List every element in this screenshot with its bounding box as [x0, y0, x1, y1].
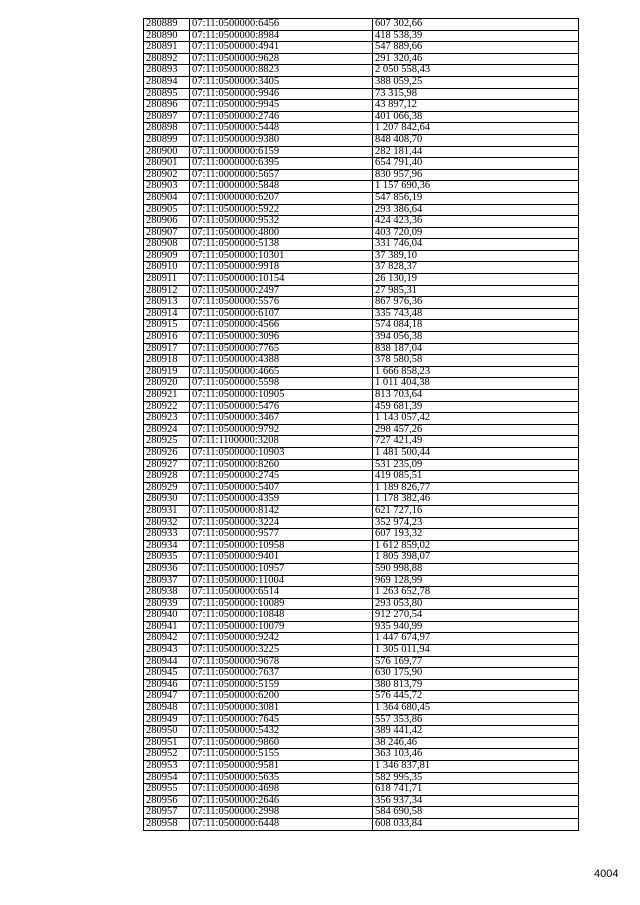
value-cell: 26 130,19 [373, 274, 579, 286]
table-row [144, 517, 579, 529]
row-number-cell: 280907 [144, 227, 190, 239]
row-number-cell: 280895 [144, 88, 190, 100]
cadastral-number-cell: 07:11:0500000:3081 [190, 703, 373, 715]
cadastral-table [143, 18, 579, 831]
table-row [144, 250, 579, 262]
value-cell: 352 974,23 [373, 517, 579, 529]
row-number-cell: 280952 [144, 749, 190, 761]
table-row [144, 807, 579, 819]
cadastral-number-cell: 07:11:0500000:5155 [190, 749, 373, 761]
row-number-cell: 280937 [144, 575, 190, 587]
cadastral-number-cell: 07:11:0000000:5657 [190, 169, 373, 181]
row-number-cell: 280942 [144, 633, 190, 645]
cadastral-number-cell: 07:11:0000000:6207 [190, 192, 373, 204]
table-row [144, 192, 579, 204]
row-number-cell: 280910 [144, 262, 190, 274]
table-row [144, 401, 579, 413]
cadastral-number-cell: 07:11:0000000:6159 [190, 146, 373, 158]
table-row [144, 158, 579, 170]
row-number-cell: 280911 [144, 274, 190, 286]
cadastral-number-cell: 07:11:0500000:2998 [190, 807, 373, 819]
cadastral-number-cell: 07:11:0500000:10957 [190, 563, 373, 575]
table-row [144, 239, 579, 251]
table-row [144, 320, 579, 332]
cadastral-number-cell: 07:11:0500000:4359 [190, 494, 373, 506]
table-row [144, 436, 579, 448]
value-cell: 388 059,25 [373, 76, 579, 88]
value-cell: 576 169,77 [373, 656, 579, 668]
cadastral-number-cell: 07:11:0500000:9581 [190, 761, 373, 773]
cadastral-number-cell: 07:11:0500000:5576 [190, 297, 373, 309]
row-number-cell: 280897 [144, 111, 190, 123]
row-number-cell: 280932 [144, 517, 190, 529]
value-cell: 38 246,46 [373, 737, 579, 749]
row-number-cell: 280939 [144, 598, 190, 610]
table-row [144, 784, 579, 796]
row-number-cell: 280902 [144, 169, 190, 181]
row-number-cell: 280894 [144, 76, 190, 88]
value-cell: 1 157 690,36 [373, 181, 579, 193]
value-cell: 630 175,90 [373, 668, 579, 680]
cadastral-number-cell: 07:11:0500000:6514 [190, 587, 373, 599]
table-row [144, 42, 579, 54]
table-row [144, 540, 579, 552]
table-row [144, 285, 579, 297]
row-number-cell: 280919 [144, 366, 190, 378]
row-number-cell: 280934 [144, 540, 190, 552]
cadastral-number-cell: 07:11:0500000:10958 [190, 540, 373, 552]
cadastral-number-cell: 07:11:0500000:10154 [190, 274, 373, 286]
table-row [144, 703, 579, 715]
row-number-cell: 280945 [144, 668, 190, 680]
table-row [144, 204, 579, 216]
table-row [144, 308, 579, 320]
cadastral-number-cell: 07:11:0500000:4566 [190, 320, 373, 332]
table-row [144, 100, 579, 112]
row-number-cell: 280949 [144, 714, 190, 726]
table-row [144, 494, 579, 506]
cadastral-number-cell: 07:11:0500000:3467 [190, 413, 373, 425]
value-cell: 2 050 558,43 [373, 65, 579, 77]
row-number-cell: 280948 [144, 703, 190, 715]
row-number-cell: 280913 [144, 297, 190, 309]
row-number-cell: 280928 [144, 471, 190, 483]
cadastral-number-cell: 07:11:0500000:5922 [190, 204, 373, 216]
cadastral-number-cell: 07:11:0500000:8984 [190, 30, 373, 42]
cadastral-number-cell: 07:11:0500000:8823 [190, 65, 373, 77]
row-number-cell: 280953 [144, 761, 190, 773]
cadastral-number-cell: 07:11:0500000:9860 [190, 737, 373, 749]
cadastral-number-cell: 07:11:0500000:7637 [190, 668, 373, 680]
value-cell: 1 207 842,64 [373, 123, 579, 135]
row-number-cell: 280927 [144, 459, 190, 471]
table-row [144, 111, 579, 123]
row-number-cell: 280933 [144, 529, 190, 541]
table-row [144, 343, 579, 355]
row-number-cell: 280922 [144, 401, 190, 413]
value-cell: 557 353,86 [373, 714, 579, 726]
value-cell: 356 937,34 [373, 795, 579, 807]
value-cell: 27 985,31 [373, 285, 579, 297]
cadastral-number-cell: 07:11:0500000:10905 [190, 390, 373, 402]
table-body [144, 19, 579, 831]
table-row [144, 818, 579, 830]
table-row [144, 737, 579, 749]
row-number-cell: 280946 [144, 679, 190, 691]
row-number-cell: 280940 [144, 610, 190, 622]
cadastral-number-cell: 07:11:0500000:5598 [190, 378, 373, 390]
table-row [144, 563, 579, 575]
table-row [144, 297, 579, 309]
value-cell: 547 856,19 [373, 192, 579, 204]
table-row [144, 390, 579, 402]
row-number-cell: 280917 [144, 343, 190, 355]
value-cell: 298 457,26 [373, 424, 579, 436]
cadastral-number-cell: 07:11:0500000:6107 [190, 308, 373, 320]
cadastral-number-cell: 07:11:0500000:9628 [190, 53, 373, 65]
cadastral-number-cell: 07:11:0500000:10089 [190, 598, 373, 610]
value-cell: 727 421,49 [373, 436, 579, 448]
table-row [144, 169, 579, 181]
table-row [144, 355, 579, 367]
value-cell: 607 193,32 [373, 529, 579, 541]
cadastral-number-cell: 07:11:0500000:5159 [190, 679, 373, 691]
value-cell: 607 302,66 [373, 19, 579, 31]
cadastral-number-cell: 07:11:0500000:3405 [190, 76, 373, 88]
table-row [144, 679, 579, 691]
cadastral-number-cell: 07:11:0500000:6456 [190, 19, 373, 31]
cadastral-number-cell: 07:11:0500000:8142 [190, 505, 373, 517]
row-number-cell: 280944 [144, 656, 190, 668]
cadastral-number-cell: 07:11:0500000:5432 [190, 726, 373, 738]
value-cell: 418 538,39 [373, 30, 579, 42]
value-cell: 37 828,37 [373, 262, 579, 274]
value-cell: 394 056,38 [373, 332, 579, 344]
value-cell: 830 957,96 [373, 169, 579, 181]
value-cell: 813 703,64 [373, 390, 579, 402]
row-number-cell: 280923 [144, 413, 190, 425]
cadastral-number-cell: 07:11:0500000:6448 [190, 818, 373, 830]
table-row [144, 227, 579, 239]
row-number-cell: 280930 [144, 494, 190, 506]
table-row [144, 714, 579, 726]
cadastral-number-cell: 07:11:0500000:4941 [190, 42, 373, 54]
table-row [144, 65, 579, 77]
value-cell: 403 720,09 [373, 227, 579, 239]
cadastral-number-cell: 07:11:0500000:3096 [190, 332, 373, 344]
value-cell: 576 445,72 [373, 691, 579, 703]
value-cell: 378 580,58 [373, 355, 579, 367]
value-cell: 912 270,54 [373, 610, 579, 622]
row-number-cell: 280903 [144, 181, 190, 193]
cadastral-number-cell: 07:11:0500000:9401 [190, 552, 373, 564]
value-cell: 584 690,58 [373, 807, 579, 819]
table-row [144, 529, 579, 541]
table-row [144, 181, 579, 193]
table-row [144, 424, 579, 436]
value-cell: 935 940,99 [373, 621, 579, 633]
table-row [144, 587, 579, 599]
row-number-cell: 280941 [144, 621, 190, 633]
row-number-cell: 280929 [144, 482, 190, 494]
row-number-cell: 280957 [144, 807, 190, 819]
row-number-cell: 280896 [144, 100, 190, 112]
row-number-cell: 280950 [144, 726, 190, 738]
table-row [144, 656, 579, 668]
table-row [144, 691, 579, 703]
row-number-cell: 280921 [144, 390, 190, 402]
cadastral-number-cell: 07:11:0500000:10848 [190, 610, 373, 622]
cadastral-number-cell: 07:11:0500000:9577 [190, 529, 373, 541]
cadastral-number-cell: 07:11:0500000:9380 [190, 134, 373, 146]
table-row [144, 134, 579, 146]
table-row [144, 795, 579, 807]
row-number-cell: 280890 [144, 30, 190, 42]
cadastral-number-cell: 07:11:0500000:3224 [190, 517, 373, 529]
value-cell: 380 813,79 [373, 679, 579, 691]
row-number-cell: 280920 [144, 378, 190, 390]
row-number-cell: 280900 [144, 146, 190, 158]
value-cell: 1 263 652,78 [373, 587, 579, 599]
value-cell: 621 727,16 [373, 505, 579, 517]
table-row [144, 262, 579, 274]
value-cell: 389 441,42 [373, 726, 579, 738]
table-row [144, 471, 579, 483]
row-number-cell: 280901 [144, 158, 190, 170]
value-cell: 363 103,46 [373, 749, 579, 761]
cadastral-number-cell: 07:11:0500000:4388 [190, 355, 373, 367]
cadastral-number-cell: 07:11:0500000:5635 [190, 772, 373, 784]
value-cell: 401 066,38 [373, 111, 579, 123]
value-cell: 331 746,04 [373, 239, 579, 251]
table-row [144, 447, 579, 459]
table-row [144, 19, 579, 31]
row-number-cell: 280924 [144, 424, 190, 436]
cadastral-number-cell: 07:11:0500000:5407 [190, 482, 373, 494]
table-row [144, 726, 579, 738]
value-cell: 1 178 382,46 [373, 494, 579, 506]
value-cell: 1 011 404,38 [373, 378, 579, 390]
row-number-cell: 280906 [144, 216, 190, 228]
row-number-cell: 280916 [144, 332, 190, 344]
table-row [144, 610, 579, 622]
table-row [144, 378, 579, 390]
row-number-cell: 280938 [144, 587, 190, 599]
value-cell: 1 346 837,81 [373, 761, 579, 773]
row-number-cell: 280892 [144, 53, 190, 65]
row-number-cell: 280935 [144, 552, 190, 564]
value-cell: 335 743,48 [373, 308, 579, 320]
table-row [144, 761, 579, 773]
cadastral-number-cell: 07:11:0500000:9532 [190, 216, 373, 228]
value-cell: 848 408,70 [373, 134, 579, 146]
cadastral-number-cell: 07:11:0500000:10079 [190, 621, 373, 633]
row-number-cell: 280905 [144, 204, 190, 216]
cadastral-number-cell: 07:11:0000000:5848 [190, 181, 373, 193]
value-cell: 1 364 680,45 [373, 703, 579, 715]
value-cell: 838 187,04 [373, 343, 579, 355]
page-number: 4004 [594, 868, 619, 880]
table-row [144, 459, 579, 471]
table-row [144, 332, 579, 344]
value-cell: 1 805 398,07 [373, 552, 579, 564]
row-number-cell: 280947 [144, 691, 190, 703]
row-number-cell: 280956 [144, 795, 190, 807]
cadastral-number-cell: 07:11:0500000:9792 [190, 424, 373, 436]
cadastral-number-cell: 07:11:0500000:9945 [190, 100, 373, 112]
row-number-cell: 280891 [144, 42, 190, 54]
row-number-cell: 280958 [144, 818, 190, 830]
value-cell: 618 741,71 [373, 784, 579, 796]
table-row [144, 505, 579, 517]
value-cell: 582 995,35 [373, 772, 579, 784]
value-cell: 608 033,84 [373, 818, 579, 830]
row-number-cell: 280908 [144, 239, 190, 251]
value-cell: 37 389,10 [373, 250, 579, 262]
cadastral-number-cell: 07:11:0500000:11004 [190, 575, 373, 587]
cadastral-number-cell: 07:11:0500000:9946 [190, 88, 373, 100]
table-row [144, 621, 579, 633]
row-number-cell: 280898 [144, 123, 190, 135]
value-cell: 1 189 826,77 [373, 482, 579, 494]
table-row [144, 482, 579, 494]
cadastral-number-cell: 07:11:0500000:2745 [190, 471, 373, 483]
row-number-cell: 280914 [144, 308, 190, 320]
table-row [144, 216, 579, 228]
value-cell: 1 612 859,02 [373, 540, 579, 552]
row-number-cell: 280904 [144, 192, 190, 204]
cadastral-number-cell: 07:11:1100000:3208 [190, 436, 373, 448]
cadastral-number-cell: 07:11:0500000:8260 [190, 459, 373, 471]
row-number-cell: 280954 [144, 772, 190, 784]
value-cell: 293 386,64 [373, 204, 579, 216]
table-row [144, 645, 579, 657]
table-row [144, 76, 579, 88]
cadastral-number-cell: 07:11:0500000:2497 [190, 285, 373, 297]
table-row [144, 88, 579, 100]
cadastral-number-cell: 07:11:0500000:5448 [190, 123, 373, 135]
value-cell: 1 143 057,42 [373, 413, 579, 425]
cadastral-number-cell: 07:11:0500000:10903 [190, 447, 373, 459]
value-cell: 654 791,40 [373, 158, 579, 170]
value-cell: 969 128,99 [373, 575, 579, 587]
value-cell: 547 889,66 [373, 42, 579, 54]
row-number-cell: 280893 [144, 65, 190, 77]
cadastral-number-cell: 07:11:0500000:2646 [190, 795, 373, 807]
row-number-cell: 280915 [144, 320, 190, 332]
table-row [144, 552, 579, 564]
table-row [144, 633, 579, 645]
value-cell: 590 998,88 [373, 563, 579, 575]
row-number-cell: 280889 [144, 19, 190, 31]
row-number-cell: 280918 [144, 355, 190, 367]
table-row [144, 274, 579, 286]
value-cell: 1 447 674,97 [373, 633, 579, 645]
value-cell: 459 681,39 [373, 401, 579, 413]
table-row [144, 413, 579, 425]
table-row [144, 772, 579, 784]
cadastral-number-cell: 07:11:0500000:9242 [190, 633, 373, 645]
cadastral-number-cell: 07:11:0500000:3225 [190, 645, 373, 657]
row-number-cell: 280926 [144, 447, 190, 459]
value-cell: 531 235,09 [373, 459, 579, 471]
cadastral-number-cell: 07:11:0500000:6200 [190, 691, 373, 703]
row-number-cell: 280909 [144, 250, 190, 262]
cadastral-number-cell: 07:11:0500000:2746 [190, 111, 373, 123]
table-row [144, 598, 579, 610]
value-cell: 867 976,36 [373, 297, 579, 309]
row-number-cell: 280951 [144, 737, 190, 749]
cadastral-number-cell: 07:11:0500000:4665 [190, 366, 373, 378]
cadastral-number-cell: 07:11:0500000:5476 [190, 401, 373, 413]
row-number-cell: 280899 [144, 134, 190, 146]
value-cell: 419 085,51 [373, 471, 579, 483]
value-cell: 293 053,80 [373, 598, 579, 610]
cadastral-number-cell: 07:11:0500000:7645 [190, 714, 373, 726]
table-row [144, 53, 579, 65]
cadastral-number-cell: 07:11:0500000:10301 [190, 250, 373, 262]
value-cell: 574 084,18 [373, 320, 579, 332]
cadastral-number-cell: 07:11:0500000:5138 [190, 239, 373, 251]
table-row [144, 749, 579, 761]
row-number-cell: 280931 [144, 505, 190, 517]
value-cell: 43 897,12 [373, 100, 579, 112]
row-number-cell: 280943 [144, 645, 190, 657]
value-cell: 291 320,46 [373, 53, 579, 65]
table-row [144, 366, 579, 378]
row-number-cell: 280936 [144, 563, 190, 575]
cadastral-number-cell: 07:11:0500000:4698 [190, 784, 373, 796]
value-cell: 1 305 011,94 [373, 645, 579, 657]
cadastral-number-cell: 07:11:0500000:7765 [190, 343, 373, 355]
value-cell: 1 666 858,23 [373, 366, 579, 378]
value-cell: 1 481 500,44 [373, 447, 579, 459]
table-row [144, 30, 579, 42]
cadastral-number-cell: 07:11:0500000:9918 [190, 262, 373, 274]
table-row [144, 575, 579, 587]
cadastral-number-cell: 07:11:0500000:9678 [190, 656, 373, 668]
row-number-cell: 280912 [144, 285, 190, 297]
cadastral-number-cell: 07:11:0000000:6395 [190, 158, 373, 170]
row-number-cell: 280925 [144, 436, 190, 448]
table-row [144, 123, 579, 135]
value-cell: 282 181,44 [373, 146, 579, 158]
table-row [144, 668, 579, 680]
row-number-cell: 280955 [144, 784, 190, 796]
value-cell: 73 315,98 [373, 88, 579, 100]
value-cell: 424 423,36 [373, 216, 579, 228]
table-row [144, 146, 579, 158]
cadastral-number-cell: 07:11:0500000:4800 [190, 227, 373, 239]
